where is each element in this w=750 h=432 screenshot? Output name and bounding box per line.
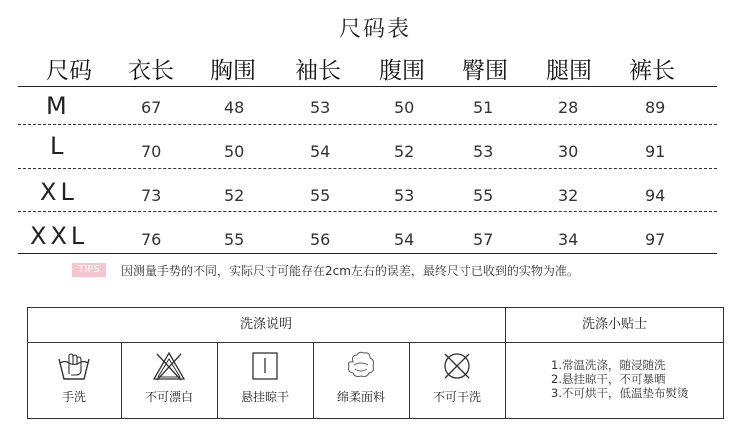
washing-tip-line: 1.常温洗涤，随浸随洗 [551, 358, 666, 372]
table-cell: 52 [394, 142, 415, 161]
table-cell: 51 [473, 98, 494, 117]
table-cell: 55 [473, 186, 494, 205]
table-cell: 30 [558, 142, 579, 161]
washing-tip-line: 3.不可烘干，低温垫布熨烫 [551, 386, 689, 400]
hang-dry-icon [247, 350, 283, 382]
header-pants-length: 裤长 [629, 58, 675, 84]
header-waist: 腹围 [379, 58, 425, 84]
table-cell: 50 [394, 98, 415, 117]
table-cell: 32 [558, 186, 579, 205]
table-cell: 89 [645, 98, 666, 117]
row-divider [18, 211, 717, 212]
table-cell: 48 [224, 98, 245, 117]
table-cell: 67 [141, 98, 162, 117]
table-cell: 91 [645, 142, 666, 161]
washing-instructions-heading: 洗涤说明 [239, 317, 292, 332]
table-top-border [18, 86, 717, 87]
washing-tips-heading: 洗涤小贴士 [581, 317, 647, 332]
care-label-no-dry-clean: 不可干洗 [432, 390, 481, 404]
no-dry-clean-icon [439, 350, 475, 382]
table-cell: 52 [224, 186, 245, 205]
tips-badge: TIPS [72, 263, 106, 277]
table-cell: 34 [558, 230, 579, 249]
table-cell: 53 [394, 186, 415, 205]
header-size: 尺码 [46, 58, 92, 84]
header-chest: 胸围 [210, 58, 256, 84]
header-thigh: 腿围 [546, 58, 592, 84]
care-label-soft-fabric: 绵柔面料 [336, 390, 385, 404]
care-cell-divider [313, 342, 314, 419]
soft-fabric-icon [343, 350, 379, 382]
care-cell-divider [409, 342, 410, 419]
table-cell: 94 [645, 186, 666, 205]
care-label-no-bleach: 不可漂白 [144, 390, 193, 404]
header-hip: 臀围 [462, 58, 508, 84]
table-cell: 70 [141, 142, 162, 161]
hand-wash-icon [56, 350, 92, 382]
washing-tip-line: 2.悬挂晾干，不可暴晒 [551, 372, 666, 386]
care-cell-divider [217, 342, 218, 419]
table-cell: 73 [141, 186, 162, 205]
care-cell-divider [121, 342, 122, 419]
header-length: 衣长 [128, 58, 174, 84]
measurement-note: 因测量手势的不同，实际尺寸可能存在2cm左右的误差，最终尺寸已收到的实物为准。 [121, 264, 579, 278]
care-label-hand-wash: 手洗 [61, 390, 86, 404]
table-cell: 56 [310, 230, 331, 249]
row-divider [18, 124, 717, 125]
size-label: XXL [30, 222, 89, 250]
table-cell: 97 [645, 230, 666, 249]
header-sleeve: 袖长 [295, 58, 341, 84]
table-cell: 76 [141, 230, 162, 249]
table-cell: 57 [473, 230, 494, 249]
table-cell: 28 [558, 98, 579, 117]
table-cell: 55 [224, 230, 245, 249]
no-bleach-icon [151, 350, 187, 382]
size-label: L [50, 132, 68, 160]
table-cell: 53 [473, 142, 494, 161]
table-cell: 50 [224, 142, 245, 161]
size-chart-title: 尺码表 [338, 17, 411, 42]
table-cell: 53 [310, 98, 331, 117]
row-divider [18, 168, 717, 169]
table-bottom-border [18, 253, 717, 254]
care-label-hang-dry: 悬挂晾干 [240, 390, 289, 404]
size-label: M [46, 92, 71, 120]
table-cell: 55 [310, 186, 331, 205]
table-cell: 54 [310, 142, 331, 161]
size-label: XL [40, 178, 78, 206]
table-cell: 54 [394, 230, 415, 249]
